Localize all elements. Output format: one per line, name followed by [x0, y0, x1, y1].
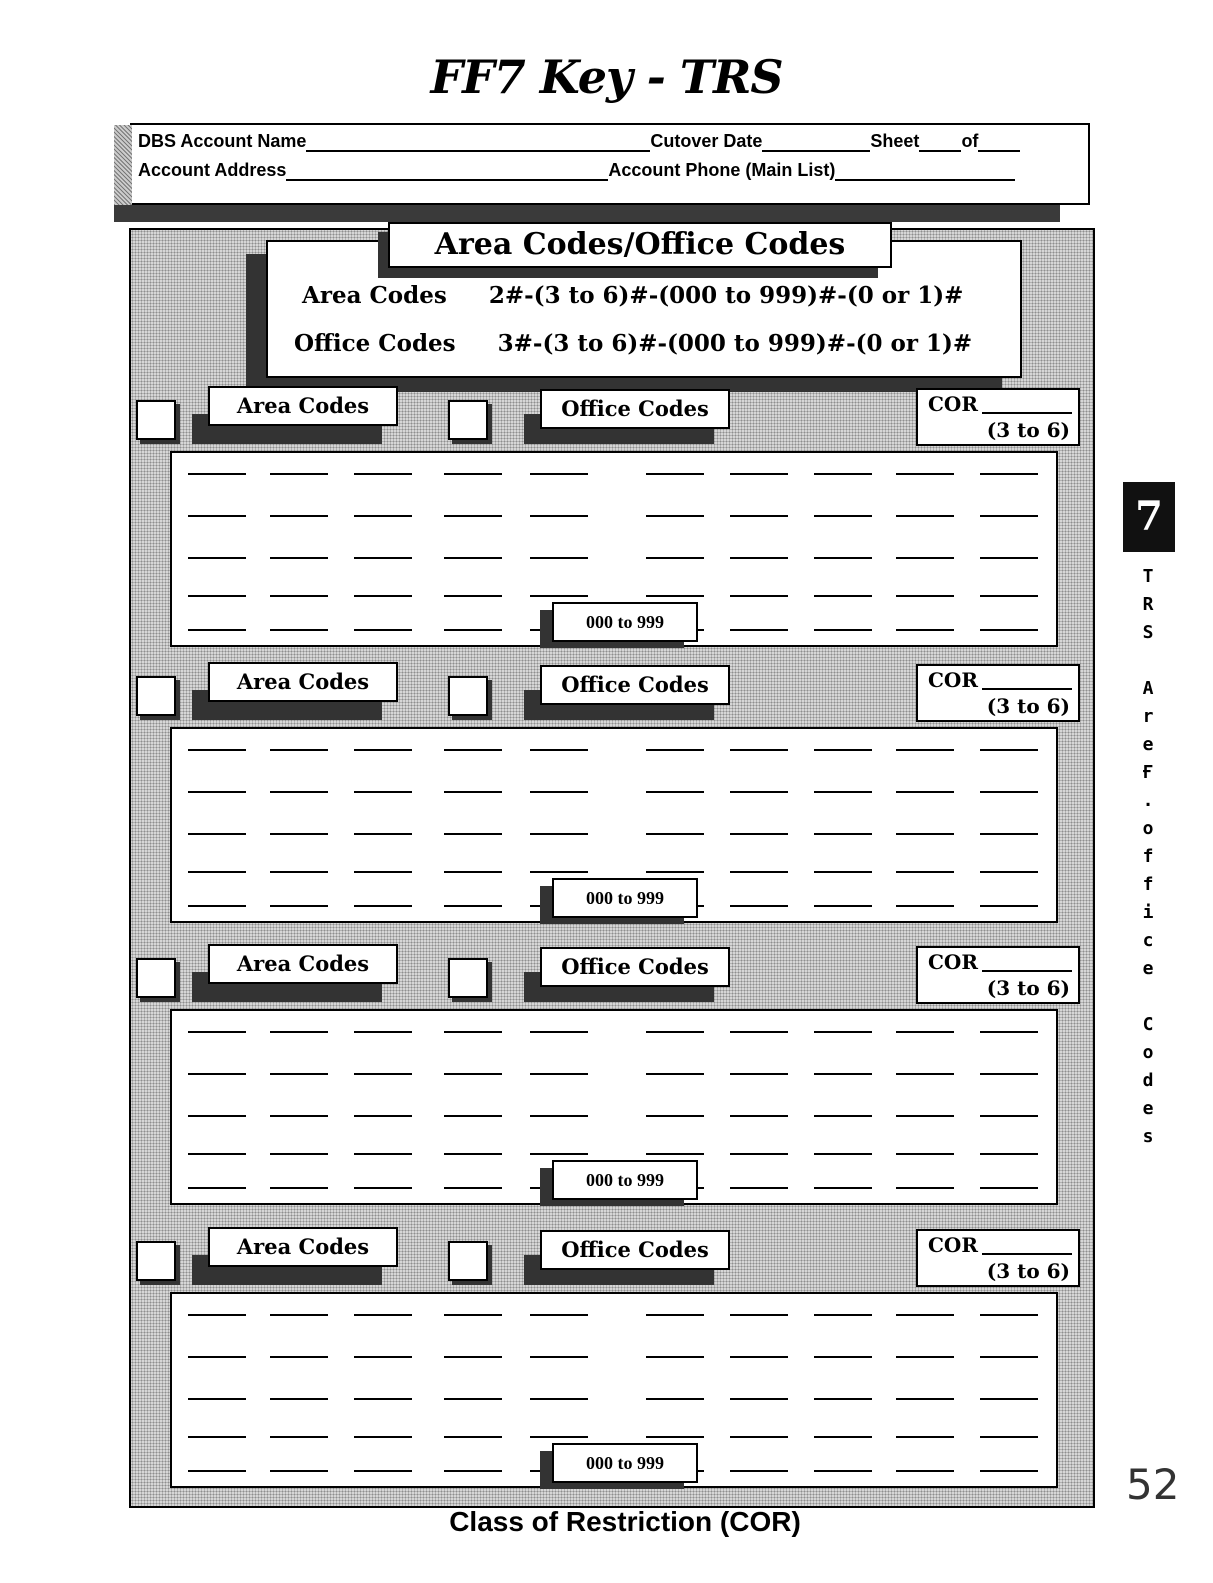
code-blank[interactable] [730, 595, 788, 597]
code-blank[interactable] [980, 1073, 1038, 1075]
code-blank[interactable] [896, 871, 954, 873]
code-blank[interactable] [814, 1187, 872, 1189]
code-blank[interactable] [354, 1153, 412, 1155]
code-blank[interactable] [270, 515, 328, 517]
code-blank[interactable] [646, 1398, 704, 1400]
side-tab-letter: e [1142, 734, 1154, 755]
code-blank[interactable] [444, 871, 502, 873]
code-blank[interactable] [896, 595, 954, 597]
code-blank[interactable] [980, 1031, 1038, 1033]
code-blank[interactable] [814, 473, 872, 475]
code-blank[interactable] [730, 749, 788, 751]
code-blank[interactable] [814, 515, 872, 517]
code-blank[interactable] [646, 833, 704, 835]
area-code-instruction-format: 2#-(3 to 6)#-(000 to 999)#-(0 or 1)# [488, 282, 964, 309]
office-codes-label: Office Codes [540, 1230, 730, 1270]
code-blank[interactable] [896, 629, 954, 631]
code-blank[interactable] [354, 557, 412, 559]
office-codes-label: Office Codes [540, 389, 730, 429]
code-blank[interactable] [270, 1398, 328, 1400]
side-tab-letter: Ғ [1142, 762, 1154, 783]
code-blank[interactable] [814, 905, 872, 907]
side-tab-letter: T [1142, 566, 1154, 587]
code-blank[interactable] [530, 749, 588, 751]
code-blank[interactable] [530, 1073, 588, 1075]
code-blank[interactable] [444, 833, 502, 835]
code-blank[interactable] [188, 1436, 246, 1438]
code-blank[interactable] [646, 1314, 704, 1316]
code-blank[interactable] [354, 1398, 412, 1400]
area-codes-label: Area Codes [208, 1227, 398, 1267]
code-blank[interactable] [896, 1031, 954, 1033]
code-blank[interactable] [188, 905, 246, 907]
code-blank[interactable] [730, 1073, 788, 1075]
cor-value-field[interactable] [982, 412, 1072, 414]
code-blank[interactable] [444, 473, 502, 475]
code-blank[interactable] [530, 1314, 588, 1316]
code-blank[interactable] [354, 1470, 412, 1472]
code-blank[interactable] [980, 1356, 1038, 1358]
code-blank[interactable] [646, 515, 704, 517]
code-blank[interactable] [646, 1031, 704, 1033]
code-blank[interactable] [530, 1436, 588, 1438]
code-blank[interactable] [270, 1031, 328, 1033]
code-blank[interactable] [896, 833, 954, 835]
code-blank[interactable] [646, 1073, 704, 1075]
code-blank[interactable] [730, 1031, 788, 1033]
code-blank[interactable] [896, 1187, 954, 1189]
area-codes-checkbox[interactable] [136, 958, 176, 998]
code-blank[interactable] [188, 833, 246, 835]
code-blank[interactable] [814, 1470, 872, 1472]
code-blank[interactable] [530, 473, 588, 475]
office-codes-checkbox[interactable] [448, 400, 488, 440]
code-blank[interactable] [354, 1115, 412, 1117]
code-blank[interactable] [530, 791, 588, 793]
code-blank[interactable] [188, 1031, 246, 1033]
code-blank[interactable] [980, 1470, 1038, 1472]
code-blank[interactable] [730, 791, 788, 793]
code-blank[interactable] [270, 1314, 328, 1316]
code-blank[interactable] [980, 1398, 1038, 1400]
code-blank[interactable] [896, 473, 954, 475]
code-blank[interactable] [730, 1153, 788, 1155]
code-blank[interactable] [270, 557, 328, 559]
code-blank[interactable] [270, 1153, 328, 1155]
header-row-2 [138, 160, 1015, 181]
code-blank[interactable] [646, 557, 704, 559]
code-blank[interactable] [530, 557, 588, 559]
code-blank[interactable] [188, 1073, 246, 1075]
code-blank[interactable] [270, 1073, 328, 1075]
code-blank[interactable] [444, 1436, 502, 1438]
code-blank[interactable] [444, 595, 502, 597]
code-blank[interactable] [270, 1187, 328, 1189]
code-blank[interactable] [444, 1153, 502, 1155]
office-codes-label: Office Codes [540, 665, 730, 705]
cor-box[interactable] [916, 388, 1080, 446]
code-blank[interactable] [896, 791, 954, 793]
header-edge [114, 125, 132, 205]
code-blank[interactable] [814, 1073, 872, 1075]
code-blank[interactable] [896, 515, 954, 517]
account-phone-label: Account Phone (Main List) [608, 160, 836, 180]
code-blank[interactable] [530, 515, 588, 517]
cor-box[interactable] [916, 1229, 1080, 1287]
code-blank[interactable] [896, 557, 954, 559]
sheet-label: Sheet [870, 131, 920, 151]
side-tab-letter: . [1142, 790, 1154, 811]
code-blank[interactable] [270, 749, 328, 751]
header-row-1 [138, 131, 1020, 152]
code-blank[interactable] [354, 749, 412, 751]
code-blank[interactable] [530, 871, 588, 873]
code-blank[interactable] [646, 749, 704, 751]
cor-label: COR [928, 950, 978, 974]
code-blank[interactable] [270, 595, 328, 597]
side-tab-letter: f [1142, 846, 1154, 867]
code-blank[interactable] [444, 905, 502, 907]
side-tab-letter: s [1142, 1126, 1154, 1147]
code-blank[interactable] [896, 1470, 954, 1472]
code-blank[interactable] [730, 905, 788, 907]
code-blank[interactable] [188, 791, 246, 793]
side-tab-letter: c [1142, 930, 1154, 951]
code-blank[interactable] [814, 833, 872, 835]
code-blank[interactable] [814, 1031, 872, 1033]
code-blank[interactable] [646, 1153, 704, 1155]
code-blank[interactable] [980, 473, 1038, 475]
code-blank[interactable] [730, 1356, 788, 1358]
code-blank[interactable] [188, 749, 246, 751]
cor-range-hint: (3 to 6) [986, 976, 1070, 1000]
code-blank[interactable] [530, 1115, 588, 1117]
code-blank[interactable] [730, 629, 788, 631]
code-blank[interactable] [354, 791, 412, 793]
cor-range-hint: (3 to 6) [986, 694, 1070, 718]
code-blank[interactable] [896, 1115, 954, 1117]
area-codes-checkbox[interactable] [136, 676, 176, 716]
code-blank[interactable] [444, 1356, 502, 1358]
code-blank[interactable] [646, 791, 704, 793]
account-phone-field[interactable] [835, 163, 1015, 181]
code-blank[interactable] [980, 1436, 1038, 1438]
code-blank[interactable] [814, 1115, 872, 1117]
range-label: 000 to 999 [552, 1443, 698, 1483]
code-blank[interactable] [730, 1115, 788, 1117]
code-blank[interactable] [444, 1073, 502, 1075]
code-blank[interactable] [896, 1436, 954, 1438]
cor-value-field[interactable] [982, 970, 1072, 972]
code-blank[interactable] [444, 1398, 502, 1400]
cor-box[interactable] [916, 664, 1080, 722]
side-tab-letter: d [1142, 1070, 1154, 1091]
code-blank[interactable] [188, 515, 246, 517]
code-blank[interactable] [530, 833, 588, 835]
cor-box[interactable] [916, 946, 1080, 1004]
code-blank[interactable] [270, 473, 328, 475]
page-number: 52 [1126, 1460, 1180, 1509]
chapter-tab: 7 [1123, 482, 1175, 552]
cor-range-hint: (3 to 6) [986, 418, 1070, 442]
code-blank[interactable] [980, 749, 1038, 751]
side-tab-letter: o [1142, 818, 1154, 839]
area-code-instruction-label: Area Codes [302, 282, 447, 309]
code-blank[interactable] [896, 1356, 954, 1358]
code-blank[interactable] [730, 473, 788, 475]
code-blank[interactable] [730, 871, 788, 873]
account-header [130, 123, 1090, 205]
side-tab-letter: e [1142, 1098, 1154, 1119]
code-blank[interactable] [980, 1187, 1038, 1189]
code-blank[interactable] [896, 1073, 954, 1075]
office-codes-label: Office Codes [540, 947, 730, 987]
code-blank[interactable] [188, 629, 246, 631]
office-code-instruction [294, 330, 972, 357]
cutover-date-label: Cutover Date [650, 131, 763, 151]
range-label: 000 to 999 [552, 878, 698, 918]
code-blank[interactable] [730, 1398, 788, 1400]
code-blank[interactable] [354, 515, 412, 517]
code-blank[interactable] [646, 1356, 704, 1358]
code-blank[interactable] [444, 1314, 502, 1316]
code-blank[interactable] [980, 833, 1038, 835]
code-blank[interactable] [354, 833, 412, 835]
side-tab-letter: f [1142, 874, 1154, 895]
code-blank[interactable] [188, 1356, 246, 1358]
range-label: 000 to 999 [552, 602, 698, 642]
info-title: Area Codes/Office Codes [388, 222, 892, 268]
code-blank[interactable] [896, 905, 954, 907]
account-name-label: DBS Account Name [138, 131, 307, 151]
side-tab-letter: A [1142, 678, 1154, 699]
code-blank[interactable] [980, 1115, 1038, 1117]
code-blank[interactable] [188, 1115, 246, 1117]
code-blank[interactable] [188, 1314, 246, 1316]
code-blank[interactable] [730, 515, 788, 517]
cor-value-field[interactable] [982, 688, 1072, 690]
code-blank[interactable] [354, 595, 412, 597]
account-name-field[interactable] [306, 134, 650, 152]
code-blank[interactable] [354, 871, 412, 873]
area-codes-label: Area Codes [208, 386, 398, 426]
code-blank[interactable] [980, 595, 1038, 597]
code-blank[interactable] [646, 473, 704, 475]
code-blank[interactable] [530, 1356, 588, 1358]
code-blank[interactable] [814, 1153, 872, 1155]
code-blank[interactable] [188, 1187, 246, 1189]
sheet-number-field[interactable] [919, 134, 961, 152]
code-blank[interactable] [444, 749, 502, 751]
side-tab-letter: e [1142, 958, 1154, 979]
cor-label: COR [928, 1233, 978, 1257]
side-tab-letter: r [1142, 706, 1154, 727]
code-blank[interactable] [896, 1398, 954, 1400]
code-blank[interactable] [980, 1314, 1038, 1316]
code-blank[interactable] [188, 1470, 246, 1472]
code-blank[interactable] [270, 1470, 328, 1472]
code-blank[interactable] [814, 791, 872, 793]
code-blank[interactable] [814, 1314, 872, 1316]
code-blank[interactable] [354, 1031, 412, 1033]
code-blank[interactable] [188, 595, 246, 597]
code-blank[interactable] [646, 1115, 704, 1117]
code-blank[interactable] [730, 1187, 788, 1189]
code-blank[interactable] [354, 1187, 412, 1189]
cor-value-field[interactable] [982, 1253, 1072, 1255]
code-blank[interactable] [188, 1398, 246, 1400]
code-blank[interactable] [444, 1187, 502, 1189]
code-blank[interactable] [980, 515, 1038, 517]
code-blank[interactable] [814, 1398, 872, 1400]
area-codes-checkbox[interactable] [136, 400, 176, 440]
code-blank[interactable] [188, 473, 246, 475]
cutover-date-field[interactable] [762, 134, 870, 152]
account-address-field[interactable] [286, 163, 608, 181]
side-tab-letter: C [1142, 1014, 1154, 1035]
code-blank[interactable] [980, 1153, 1038, 1155]
code-blank[interactable] [646, 595, 704, 597]
code-blank[interactable] [444, 1115, 502, 1117]
code-blank[interactable] [270, 791, 328, 793]
code-blank[interactable] [814, 749, 872, 751]
code-blank[interactable] [980, 905, 1038, 907]
code-blank[interactable] [270, 629, 328, 631]
office-code-instruction-label: Office Codes [294, 330, 456, 357]
code-blank[interactable] [270, 1436, 328, 1438]
code-blank[interactable] [814, 595, 872, 597]
area-codes-label: Area Codes [208, 662, 398, 702]
office-codes-checkbox[interactable] [448, 958, 488, 998]
office-codes-checkbox[interactable] [448, 1241, 488, 1281]
code-blank[interactable] [730, 1436, 788, 1438]
code-blank[interactable] [980, 871, 1038, 873]
code-blank[interactable] [188, 557, 246, 559]
code-blank[interactable] [814, 1356, 872, 1358]
code-blank[interactable] [354, 629, 412, 631]
code-blank[interactable] [896, 1153, 954, 1155]
code-blank[interactable] [188, 1153, 246, 1155]
code-blank[interactable] [814, 557, 872, 559]
code-blank[interactable] [980, 557, 1038, 559]
code-blank[interactable] [730, 557, 788, 559]
code-blank[interactable] [270, 871, 328, 873]
code-blank[interactable] [444, 629, 502, 631]
footer-caption: Class of Restriction (COR) [449, 1506, 801, 1537]
code-blank[interactable] [814, 1436, 872, 1438]
code-blank[interactable] [730, 1314, 788, 1316]
of-label: of [961, 131, 979, 151]
sheet-total-field[interactable] [978, 134, 1020, 152]
side-tab-letter: R [1142, 594, 1154, 615]
page-title: FF7 Key - TRS [430, 50, 783, 104]
code-blank[interactable] [354, 1436, 412, 1438]
code-blank[interactable] [188, 871, 246, 873]
code-blank[interactable] [444, 557, 502, 559]
code-blank[interactable] [354, 1314, 412, 1316]
code-blank[interactable] [980, 791, 1038, 793]
code-blank[interactable] [530, 1031, 588, 1033]
code-blank[interactable] [530, 595, 588, 597]
cor-label: COR [928, 668, 978, 692]
area-code-instruction [302, 282, 963, 309]
office-codes-checkbox[interactable] [448, 676, 488, 716]
code-blank[interactable] [270, 1356, 328, 1358]
cor-label: COR [928, 392, 978, 416]
code-blank[interactable] [444, 515, 502, 517]
code-blank[interactable] [270, 905, 328, 907]
code-blank[interactable] [530, 1398, 588, 1400]
code-blank[interactable] [270, 1115, 328, 1117]
side-tab-letter: o [1142, 1042, 1154, 1063]
code-blank[interactable] [814, 629, 872, 631]
range-label: 000 to 999 [552, 1160, 698, 1200]
area-codes-label: Area Codes [208, 944, 398, 984]
code-blank[interactable] [354, 1356, 412, 1358]
code-blank[interactable] [354, 1073, 412, 1075]
code-blank[interactable] [444, 1470, 502, 1472]
code-blank[interactable] [444, 791, 502, 793]
side-tab-letter: S [1142, 622, 1154, 643]
code-blank[interactable] [354, 473, 412, 475]
code-blank[interactable] [730, 1470, 788, 1472]
code-blank[interactable] [646, 1436, 704, 1438]
side-tab-letter: i [1142, 902, 1154, 923]
code-blank[interactable] [354, 905, 412, 907]
office-code-instruction-format: 3#-(3 to 6)#-(000 to 999)#-(0 or 1)# [497, 330, 973, 357]
code-blank[interactable] [444, 1031, 502, 1033]
code-blank[interactable] [896, 1314, 954, 1316]
code-blank[interactable] [530, 1153, 588, 1155]
code-blank[interactable] [646, 871, 704, 873]
account-address-label: Account Address [138, 160, 287, 180]
code-blank[interactable] [896, 749, 954, 751]
code-blank[interactable] [730, 833, 788, 835]
code-blank[interactable] [980, 629, 1038, 631]
cor-range-hint: (3 to 6) [986, 1259, 1070, 1283]
code-blank[interactable] [270, 833, 328, 835]
code-blank[interactable] [814, 871, 872, 873]
area-codes-checkbox[interactable] [136, 1241, 176, 1281]
